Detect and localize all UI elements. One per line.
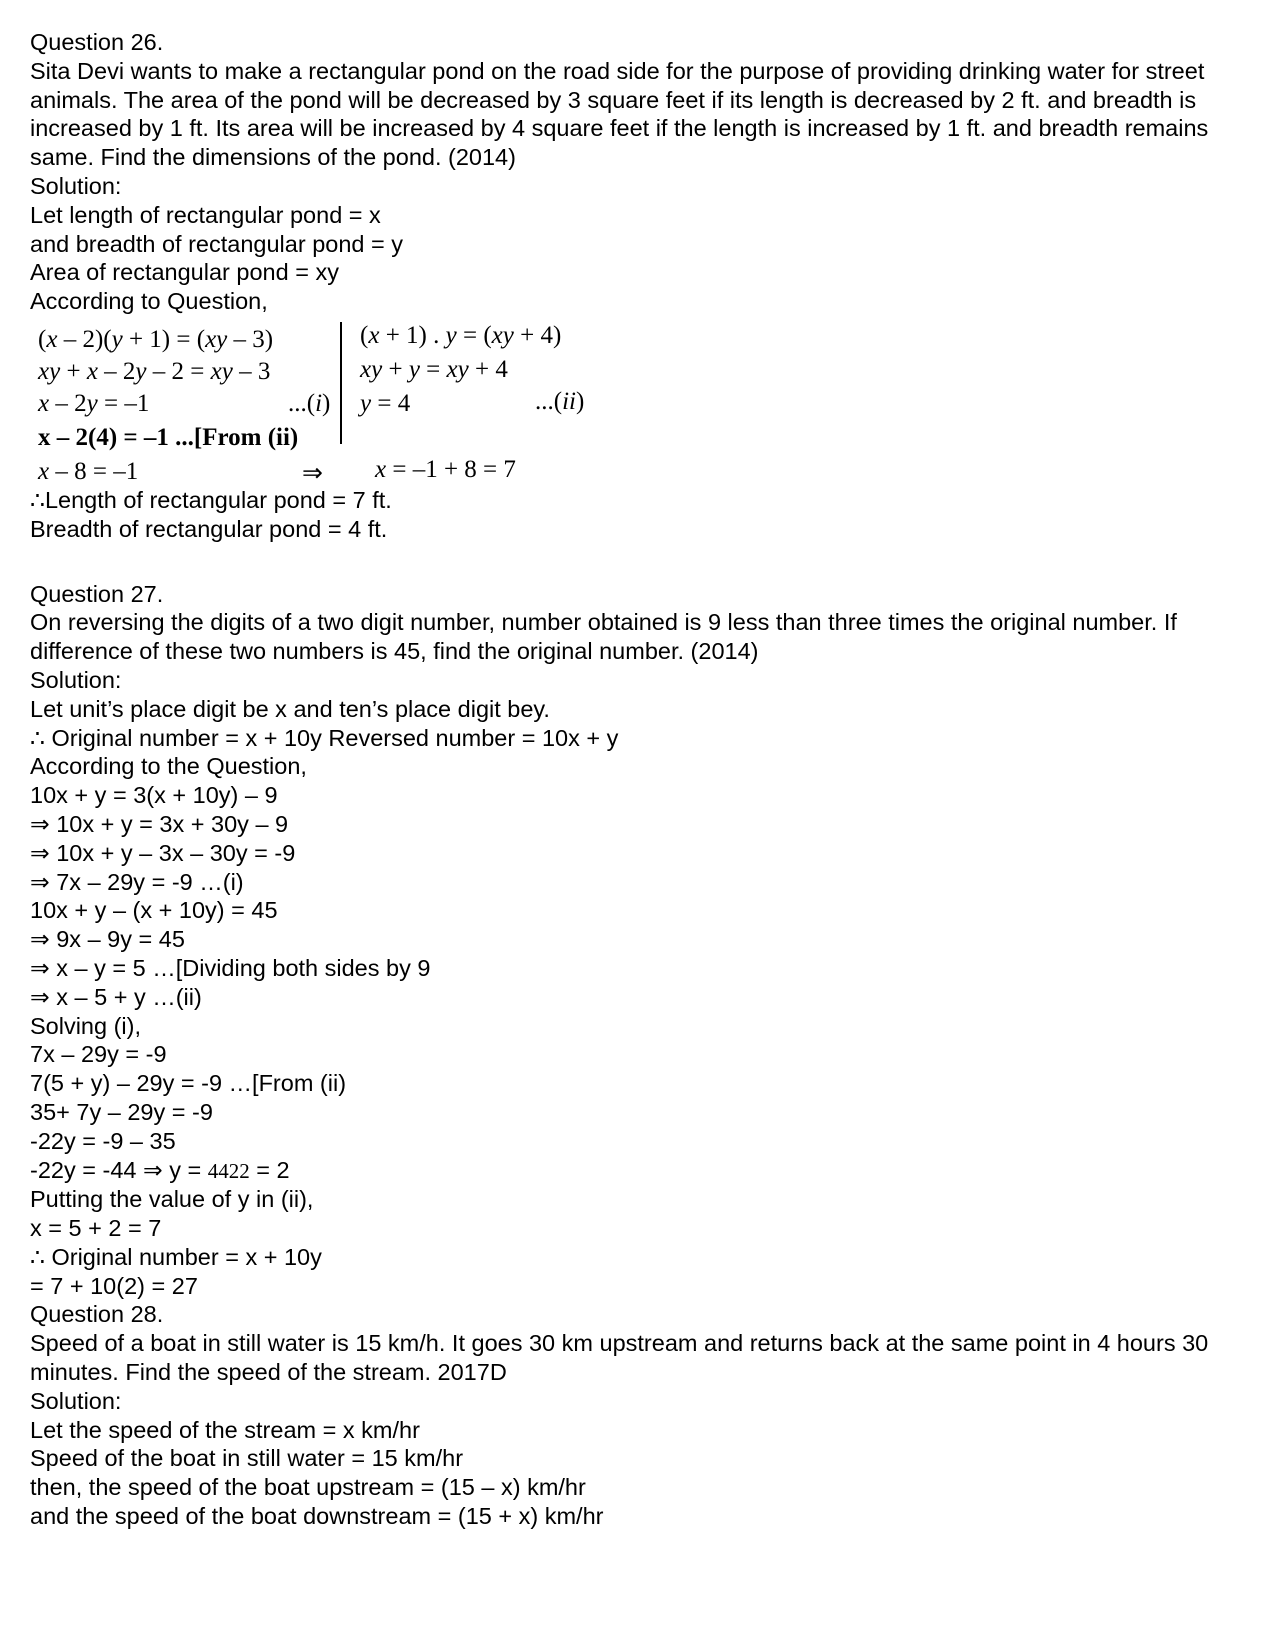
section-gap [30, 544, 1250, 580]
q28-body: Speed of a boat in still water is 15 km/h. It goes 30 km upstream and returns back at the same point in 4 hours 30 minutes. Find the speed of the stream. 2017D [30, 1330, 1209, 1386]
q26-title: Question 26. [30, 29, 164, 55]
eq-right-3-tag: ...(ii) [535, 387, 585, 415]
eq-left-3: x – 2y = –1 [38, 389, 150, 417]
q27-title: Question 27. [30, 580, 164, 607]
q27-line: ⇒ 7x – 29y = -9 …(i) [30, 868, 244, 895]
q26-line: According to Question, [30, 288, 268, 315]
q28-line: Speed of the boat in still water = 15 km/hr [30, 1445, 464, 1472]
q27-line: ⇒ x – 5 + y …(ii) [30, 983, 202, 1010]
q27-line: Let unit’s place digit be x and ten’s place digit bey. [30, 695, 550, 722]
q27-line: 7x – 29y = -9 [30, 1041, 167, 1068]
q27-line: 7(5 + y) – 29y = -9 …[From (ii) [30, 1070, 347, 1097]
q27-frac-post: = 2 [249, 1156, 290, 1183]
q28-title: Question 28. [30, 1301, 164, 1328]
q28-solution-label: Solution: [30, 1387, 122, 1414]
q27-line: ⇒ 10x + y = 3x + 30y – 9 [30, 810, 289, 837]
q28-line: and the speed of the boat downstream = (15 + x) km/hr [30, 1503, 604, 1530]
q27-line: ⇒ x – y = 5 …[Dividing both sides by 9 [30, 954, 431, 981]
eq-left-3-tag: ...(i) [288, 389, 331, 417]
eq-left-2: xy + x – 2y – 2 = xy – 3 [38, 357, 271, 385]
eq-right-2: xy + y = xy + 4 [360, 355, 508, 383]
q27-line: According to the Question, [30, 753, 307, 780]
q26-solution-label: Solution: [30, 172, 122, 199]
eq-right-1: (x + 1) . y = (xy + 4) [360, 321, 562, 349]
eq-right-5: x = –1 + 8 = 7 [375, 455, 516, 483]
q27-line: = 7 + 10(2) = 27 [30, 1272, 198, 1299]
q27-line: x = 5 + 2 = 7 [30, 1215, 162, 1242]
q27-line: 35+ 7y – 29y = -9 [30, 1098, 213, 1125]
q27-body: On reversing the digits of a two digit number, number obtained is 9 less than three times the original number. If difference of these two numbers is 45, find the original number. (2014) [30, 609, 1177, 665]
eq-left-5: x – 8 = –1 [38, 457, 139, 485]
q27-frac-pre: -22y = -44 ⇒ y = [30, 1156, 208, 1183]
q26-line: Let length of rectangular pond = x [30, 201, 381, 228]
q26-line: and breadth of rectangular pond = y [30, 230, 404, 257]
q27-line: -22y = -9 – 35 [30, 1127, 176, 1154]
q27-solution-label: Solution: [30, 666, 122, 693]
q27-frac-value: 4422 [207, 1158, 250, 1183]
q27-line: 10x + y – (x + 10y) = 45 [30, 897, 278, 924]
q27-line: ∴ Original number = x + 10y [30, 1243, 322, 1270]
eq-right-3: y = 4 [360, 389, 411, 417]
q27-line: Putting the value of y in (ii), [30, 1186, 314, 1213]
q27-line: 10x + y = 3(x + 10y) – 9 [30, 782, 278, 809]
q28-line: then, the speed of the boat upstream = (15 – x) km/hr [30, 1474, 586, 1501]
q27-line: ∴ Original number = x + 10y Reversed number = 10x + y [30, 724, 619, 751]
q26-body: Sita Devi wants to make a rectangular pond on the road side for the purpose of providing drinking water for street animals. The area of the pond will be decreased by 3 square feet if its length is decreased by 2 ft. and breadth is increased by 1 ft. Its area will be increased by 4 square feet if the length is increased by 1 ft. and breadth remains same. Find the dimensions of the pond. (2014) [30, 57, 1209, 171]
q27-line: ⇒ 9x – 9y = 45 [30, 926, 185, 953]
q27-line: ⇒ 10x + y – 3x – 30y = -9 [30, 839, 296, 866]
document-page [30, 28, 1250, 1531]
eq-left-1: (x – 2)(y + 1) = (xy – 3) [38, 325, 274, 353]
q26-answer: Breadth of rectangular pond = 4 ft. [30, 515, 388, 542]
eq-left-4: x – 2(4) = –1 ...[From (ii) [38, 423, 299, 451]
q27-line: Solving (i), [30, 1012, 142, 1039]
q26-line: Area of rectangular pond = xy [30, 259, 339, 286]
q27-fraction-line [30, 1156, 1250, 1186]
q26-answer: ∴Length of rectangular pond = 7 ft. [30, 486, 392, 513]
divider-line [340, 322, 342, 444]
q28-line: Let the speed of the stream = x km/hr [30, 1416, 420, 1443]
q26-equation-block [30, 318, 1250, 486]
implies-arrow: ⇒ [302, 459, 323, 487]
